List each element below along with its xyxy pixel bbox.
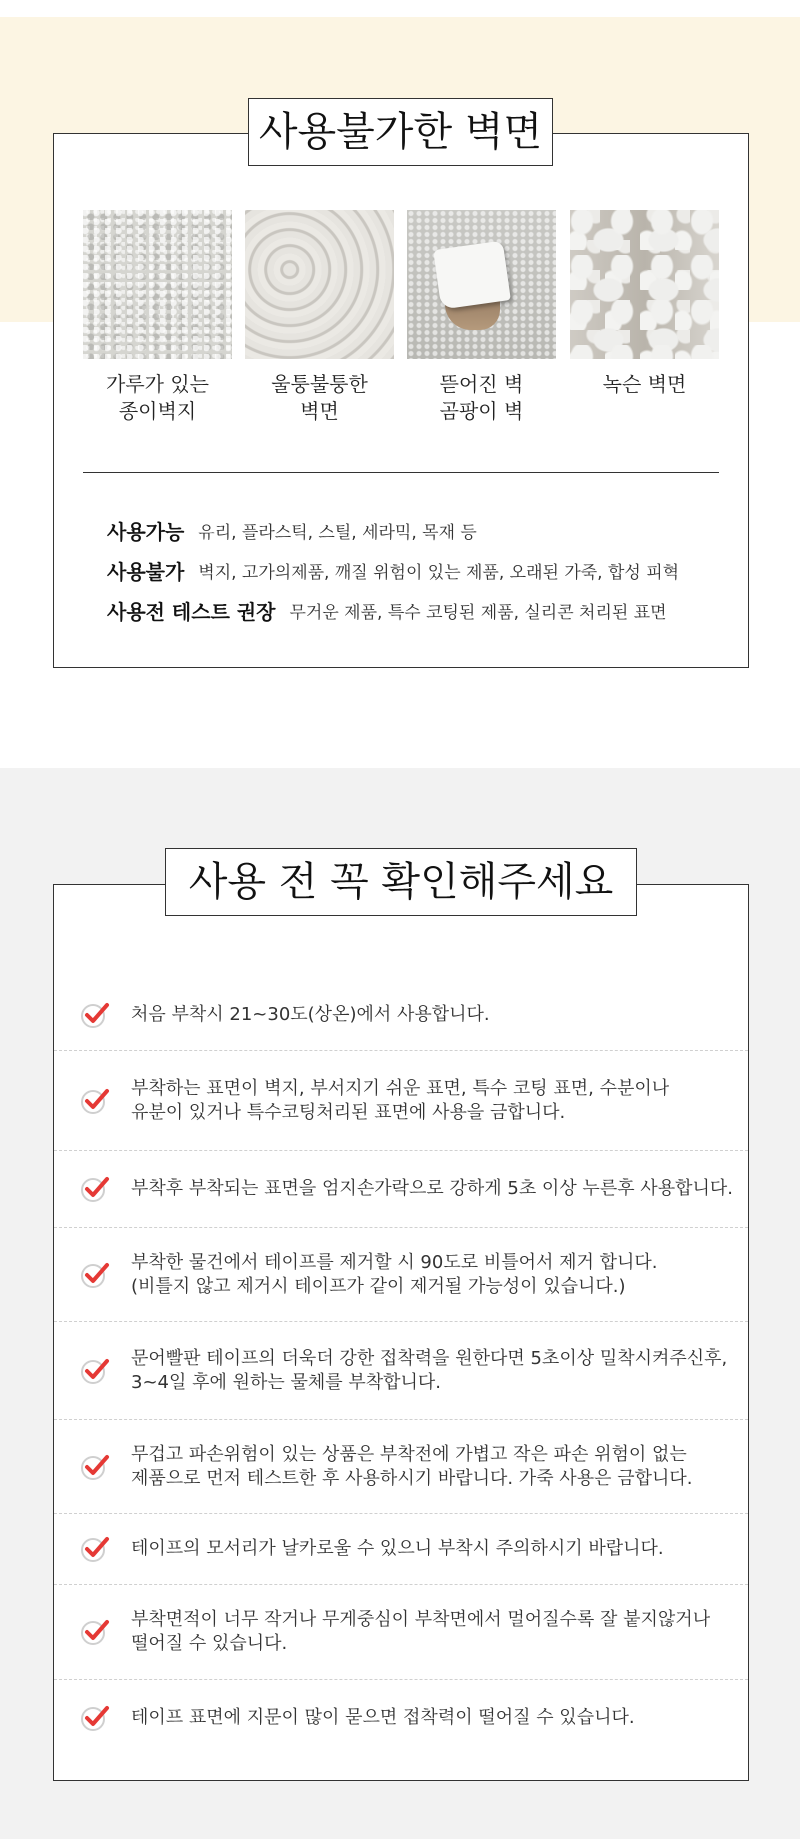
wall-example-uneven bbox=[245, 210, 394, 425]
check-item bbox=[54, 1680, 748, 1756]
wall-caption: 가루가 있는 종이벽지 bbox=[106, 372, 209, 423]
usage-row-test bbox=[107, 590, 727, 630]
usage-value: 무거운 제품, 특수 코팅된 제품, 실리콘 처리된 표면 bbox=[289, 602, 667, 623]
check-text: 처음 부착시 21~30도(상온)에서 사용합니다. bbox=[131, 1004, 490, 1025]
wall-caption: 녹슨 벽면 bbox=[602, 372, 687, 396]
check-text: 테이프의 모서리가 날카로울 수 있으니 부착시 주의하시기 바랍니다. bbox=[131, 1538, 664, 1559]
check-item bbox=[54, 1051, 748, 1151]
torn-flap bbox=[433, 240, 511, 309]
divider bbox=[83, 472, 719, 473]
usage-row-allowed bbox=[107, 510, 727, 550]
check-icon bbox=[80, 1260, 110, 1290]
wall-example-rusty bbox=[570, 210, 719, 398]
check-item bbox=[54, 1420, 748, 1514]
usage-label: 사용가능 bbox=[107, 519, 185, 544]
check-icon bbox=[80, 1356, 110, 1386]
check-text: 부착한 물건에서 테이프를 제거할 시 90도로 비틀어서 제거 합니다. (비틀지 않고 제거시 테이프가 같이 제거될 가능성이 있습니다.) bbox=[131, 1251, 658, 1297]
torn-wall-image bbox=[407, 210, 556, 359]
wall-example-torn bbox=[407, 210, 556, 425]
check-text: 부착하는 표면이 벽지, 부서지기 쉬운 표면, 특수 코팅 표면, 수분이나 유분이 있거나 특수코팅처리된 표면에 사용을 금합니다. bbox=[131, 1077, 670, 1123]
check-text: 부착후 부착되는 표면을 엄지손가락으로 강하게 5초 이상 누른후 사용합니다. bbox=[131, 1178, 733, 1199]
check-item bbox=[54, 1585, 748, 1680]
check-icon bbox=[80, 1174, 110, 1204]
wall-example-powdery bbox=[83, 210, 232, 425]
check-item bbox=[54, 1514, 748, 1585]
usage-list bbox=[107, 510, 727, 630]
usage-label: 사용전 테스트 권장 bbox=[107, 599, 276, 624]
rusty-wall-image bbox=[570, 210, 719, 359]
wall-caption: 울퉁불퉁한 벽면 bbox=[271, 372, 368, 423]
usage-value: 유리, 플라스틱, 스틸, 세라믹, 목재 등 bbox=[198, 522, 477, 543]
check-text: 문어빨판 테이프의 더욱더 강한 접착력을 원한다면 5초이상 밀착시켜주신후, 3~4일 후에 원하는 물체를 부착합니다. bbox=[131, 1347, 728, 1393]
usage-label: 사용불가 bbox=[107, 559, 185, 584]
usage-row-forbidden bbox=[107, 550, 727, 590]
check-icon bbox=[80, 1000, 110, 1030]
wall-examples bbox=[83, 210, 719, 440]
check-icon bbox=[80, 1452, 110, 1482]
powdery-wallpaper-image bbox=[83, 210, 232, 359]
check-text: 테이프 표면에 지문이 많이 묻으면 접착력이 떨어질 수 있습니다. bbox=[131, 1707, 635, 1728]
check-item bbox=[54, 1228, 748, 1322]
check-icon bbox=[80, 1703, 110, 1733]
check-icon bbox=[80, 1617, 110, 1647]
check-item bbox=[54, 1151, 748, 1228]
uneven-wall-image bbox=[245, 210, 394, 359]
checklist bbox=[54, 980, 748, 1756]
usage-value: 벽지, 고가의제품, 깨질 위험이 있는 제품, 오래된 가죽, 합성 피혁 bbox=[198, 562, 680, 583]
check-text: 부착면적이 너무 작거나 무게중심이 부착면에서 멀어질수록 잘 붙지않거나 떨어질 수 있습니다. bbox=[131, 1609, 711, 1654]
check-icon bbox=[80, 1534, 110, 1564]
check-text: 무겁고 파손위험이 있는 상품은 부착전에 가볍고 작은 파손 위험이 없는 제품으로 먼저 테스트한 후 사용하시기 바랍니다. 가죽 사용은 금합니다. bbox=[131, 1443, 693, 1489]
wall-caption: 뜯어진 벽 곰팡이 벽 bbox=[439, 372, 524, 423]
check-icon bbox=[80, 1086, 110, 1116]
wall-section-title: 사용불가한 벽면 bbox=[248, 98, 553, 166]
check-item bbox=[54, 1322, 748, 1420]
check-item bbox=[54, 980, 748, 1051]
check-section-title: 사용 전 꼭 확인해주세요 bbox=[165, 848, 637, 916]
